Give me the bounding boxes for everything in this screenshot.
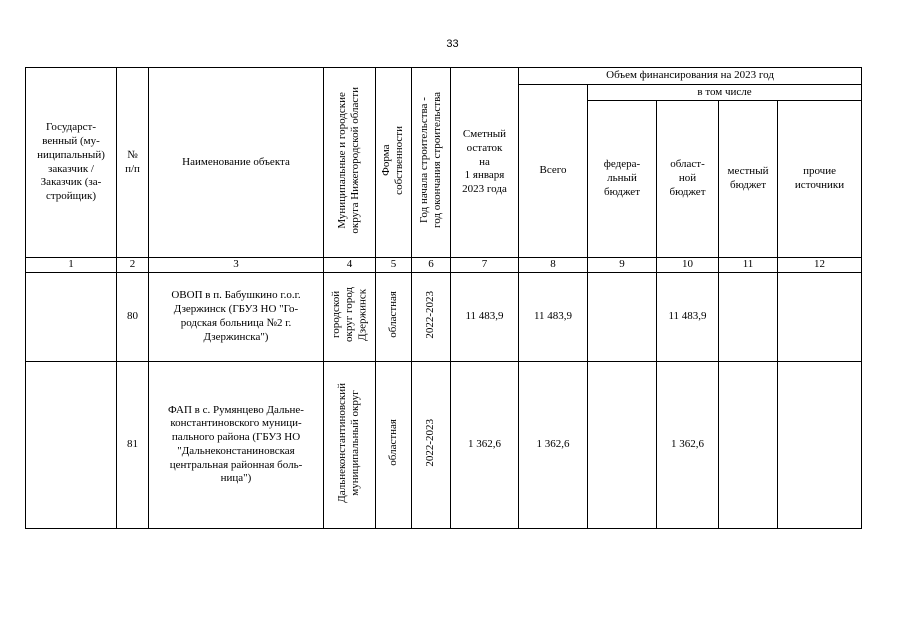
header-regional: област- ной бюджет [657, 101, 719, 258]
column-number: 1 [26, 258, 117, 273]
row-total: 11 483,9 [519, 272, 588, 361]
table-row [26, 272, 862, 361]
row-municipality: городской округ город Дзержинск [324, 272, 376, 361]
header-no: № п/п [117, 68, 149, 258]
column-number: 10 [657, 258, 719, 273]
column-number: 3 [149, 258, 324, 273]
column-number: 11 [719, 258, 778, 273]
financing-table [25, 67, 862, 529]
table-row [26, 361, 862, 528]
header-total: Всего [519, 85, 588, 258]
row-local [719, 361, 778, 528]
row-ownership: областная [376, 272, 412, 361]
row-number: 80 [117, 272, 149, 361]
row-total: 1 362,6 [519, 361, 588, 528]
header-including: в том числе [588, 85, 862, 101]
header-years: Год начала строительства - год окончания строительства [412, 68, 451, 258]
row-regional: 1 362,6 [657, 361, 719, 528]
header-ownership: Форма собственности [376, 68, 412, 258]
page-number: 33 [446, 38, 459, 50]
header-financing: Объем финансирования на 2023 год [519, 68, 862, 85]
header-local: местный бюджет [719, 101, 778, 258]
column-number: 9 [588, 258, 657, 273]
column-number: 2 [117, 258, 149, 273]
row-object-name: ФАП в с. Румянцево Дальне- константиновского муници- пального района (ГБУЗ НО "Дальнеконстаниновская центральная районная боль- ница") [149, 361, 324, 528]
row-years: 2022-2023 [412, 361, 451, 528]
row-object-name: ОВОП в п. Бабушкино г.о.г. Дзержинск (ГБУЗ НО "Го- родская больница №2 г. Дзержинска") [149, 272, 324, 361]
header-customer: Государст- венный (му- ниципальный) заказчик / Заказчик (за- стройщик) [26, 68, 117, 258]
row-estimate: 11 483,9 [451, 272, 519, 361]
row-customer [26, 272, 117, 361]
column-number: 7 [451, 258, 519, 273]
column-number: 12 [778, 258, 862, 273]
header-municipality: Муниципальные и городские округа Нижегородской области [324, 68, 376, 258]
row-local [719, 272, 778, 361]
row-federal [588, 361, 657, 528]
header-other: прочие источники [778, 101, 862, 258]
column-number: 5 [376, 258, 412, 273]
row-other [778, 361, 862, 528]
header-name: Наименование объекта [149, 68, 324, 258]
column-number: 4 [324, 258, 376, 273]
row-estimate: 1 362,6 [451, 361, 519, 528]
column-numbers-row [26, 258, 862, 273]
row-regional: 11 483,9 [657, 272, 719, 361]
row-customer [26, 361, 117, 528]
column-number: 6 [412, 258, 451, 273]
row-federal [588, 272, 657, 361]
column-number: 8 [519, 258, 588, 273]
row-number: 81 [117, 361, 149, 528]
row-ownership: областная [376, 361, 412, 528]
header-federal: федера- льный бюджет [588, 101, 657, 258]
header-estimate: Сметный остаток на 1 января 2023 года [451, 68, 519, 258]
row-years: 2022-2023 [412, 272, 451, 361]
row-municipality: Дальнеконстантиновский муниципальный округ [324, 361, 376, 528]
row-other [778, 272, 862, 361]
